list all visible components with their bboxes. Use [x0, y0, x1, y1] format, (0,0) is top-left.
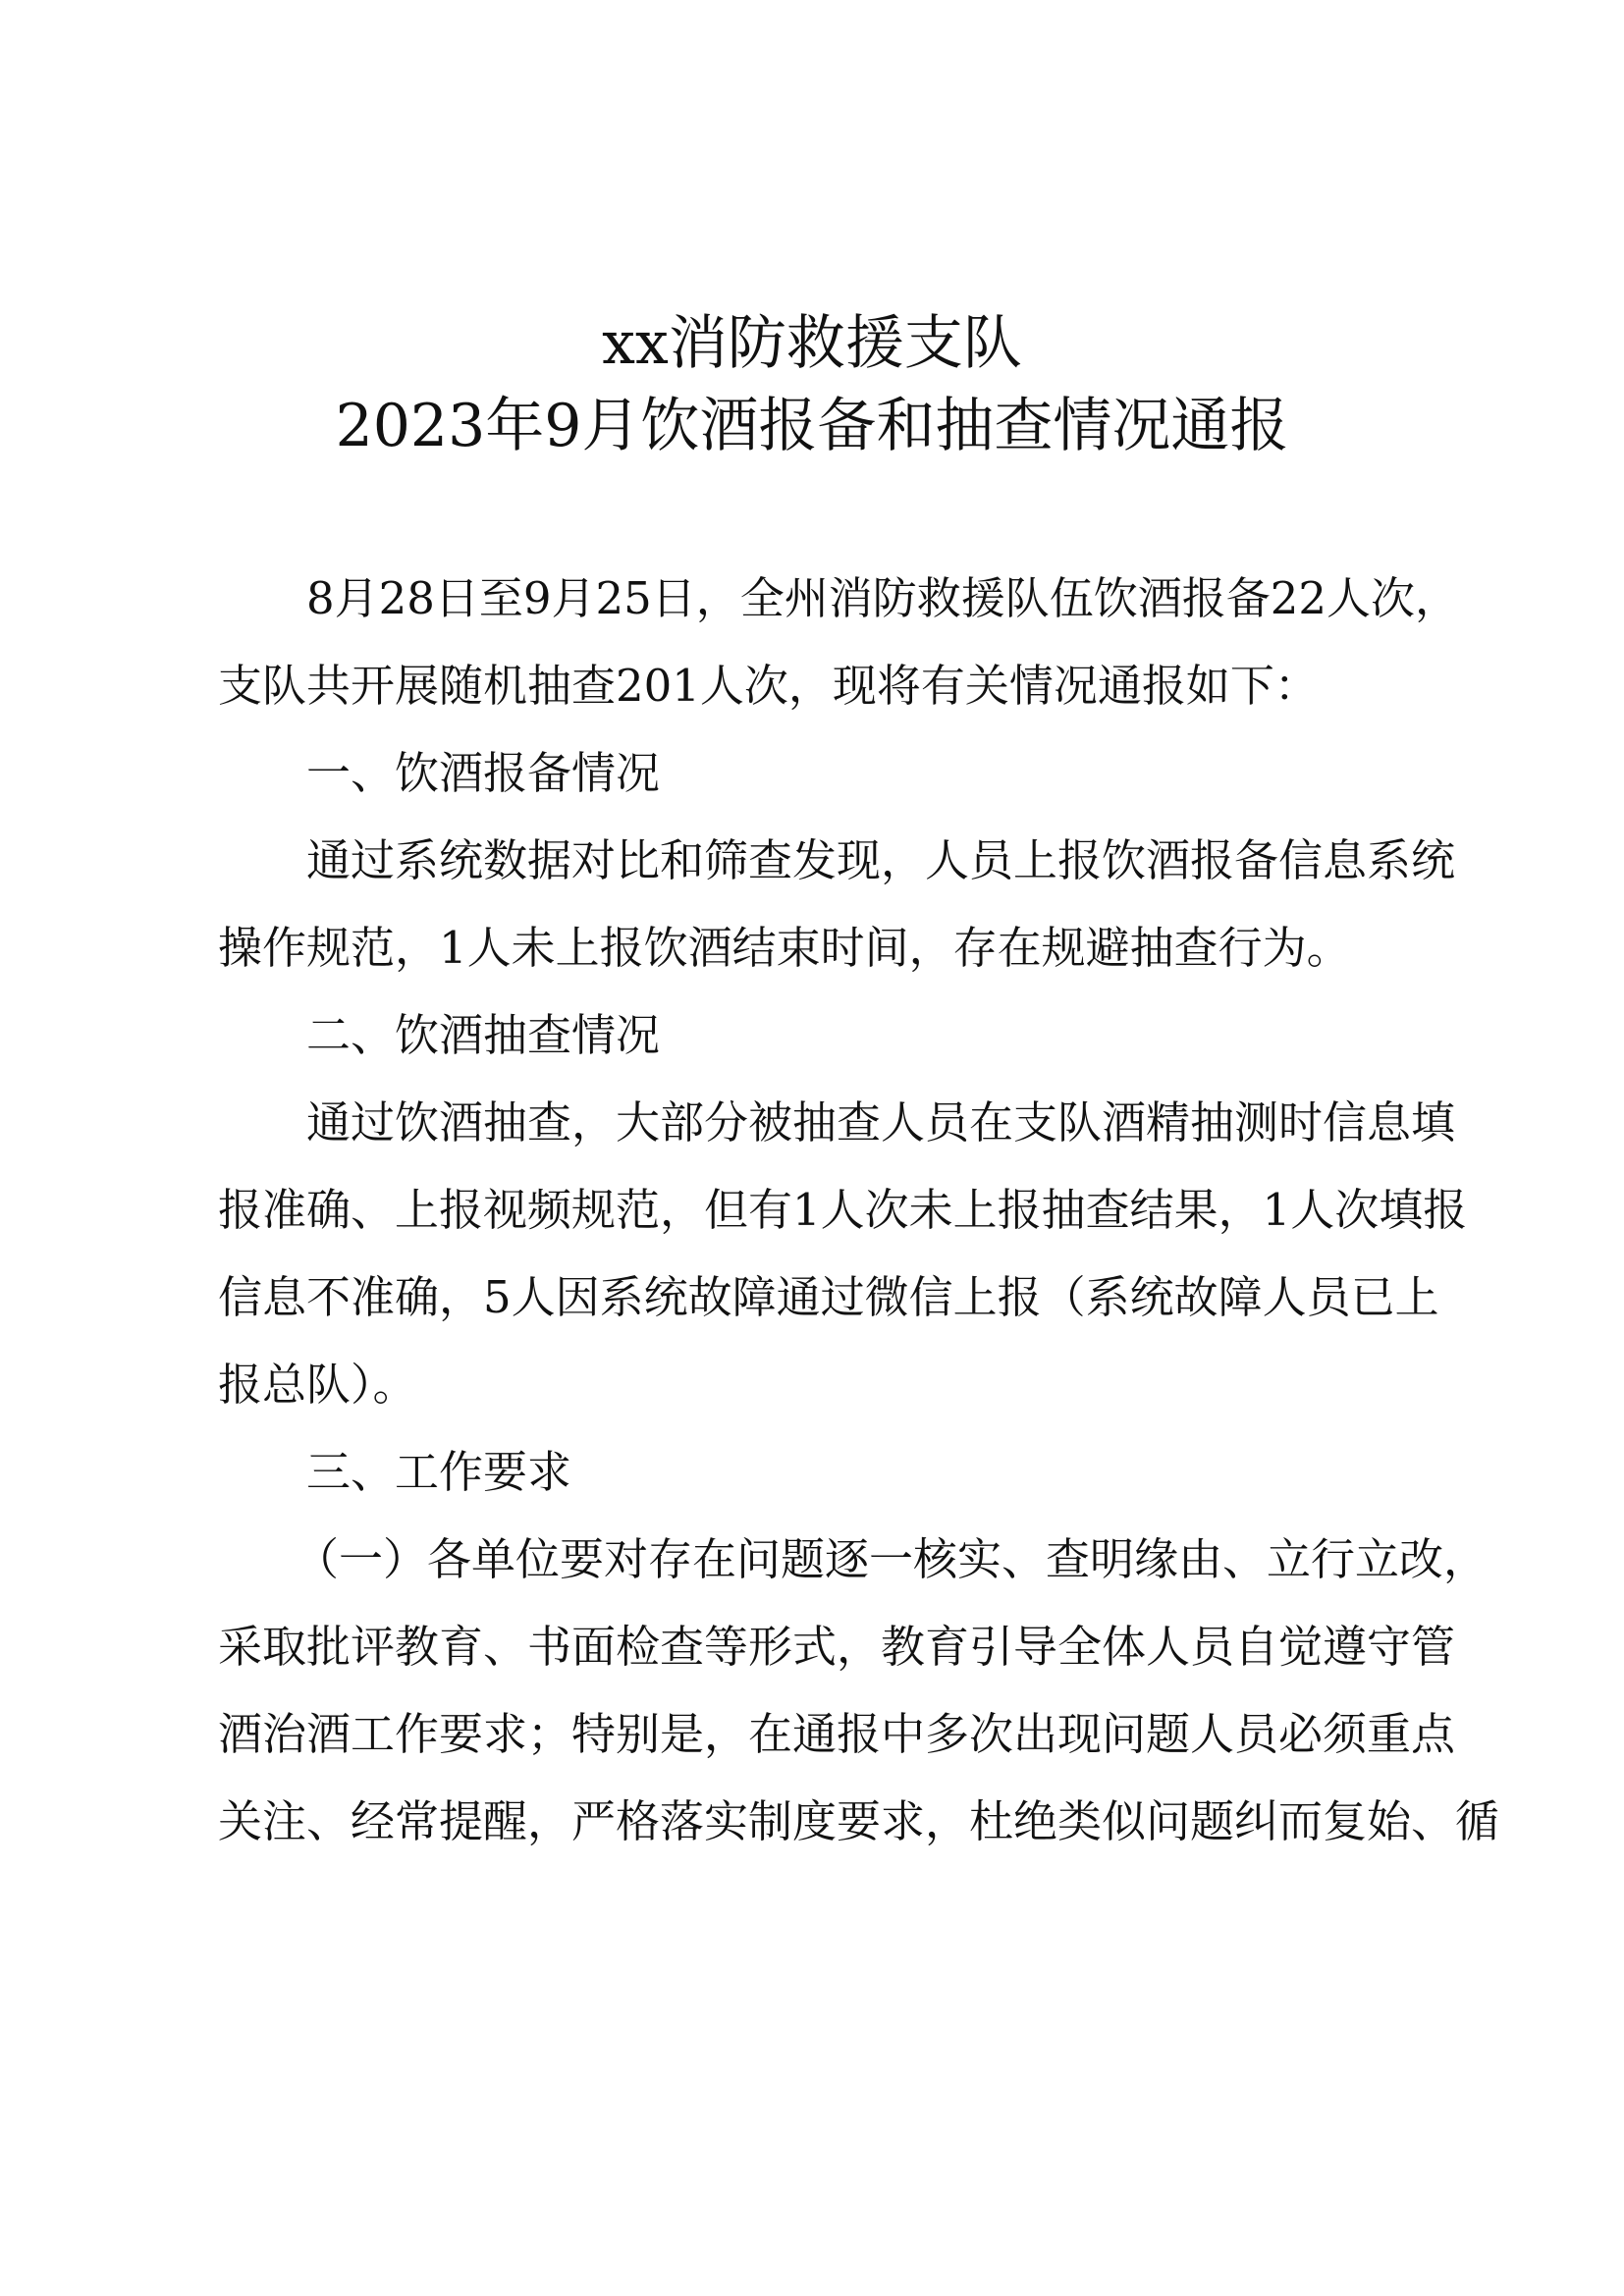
document-title-line-2: 2023年9月饮酒报备和抽查情况通报: [335, 392, 1289, 460]
paragraph-section-2-line-3: 信息不准确，5人因系统故障通过微信上报（系统故障人员已上: [218, 1271, 1439, 1323]
paragraph-section-2-line-2: 报准确、上报视频规范，但有1人次未上报抽查结果，1人次填报: [218, 1184, 1468, 1236]
paragraph-intro-line-1: 8月28日至9月25日，全州消防救援队伍饮酒报备22人次，: [306, 572, 1460, 624]
section-heading-1: 一、饮酒报备情况: [306, 747, 661, 799]
section-heading-3: 三、工作要求: [306, 1446, 572, 1498]
section-heading-2: 二、饮酒抽查情况: [306, 1009, 661, 1061]
paragraph-section-2-line-1: 通过饮酒抽查，大部分被抽查人员在支队酒精抽测时信息填: [306, 1096, 1456, 1148]
requirement-1-line-1: （一）各单位要对存在问题逐一核实、查明缘由、立行立改，: [295, 1533, 1489, 1585]
paragraph-intro-line-2: 支队共开展随机抽查201人次，现将有关情况通报如下：: [218, 660, 1319, 712]
paragraph-section-2-line-4: 报总队）。: [218, 1359, 417, 1411]
paragraph-section-1-line-2: 操作规范，1人未上报饮酒结束时间，存在规避抽查行为。: [218, 922, 1351, 974]
document-title-line-1: xx消防救援支队: [602, 309, 1022, 378]
requirement-1-line-3: 酒治酒工作要求；特别是，在通报中多次出现问题人员必须重点: [218, 1708, 1456, 1760]
requirement-1-line-2: 采取批评教育、书面检查等形式，教育引导全体人员自觉遵守管: [218, 1621, 1456, 1673]
requirement-1-line-4: 关注、经常提醒，严格落实制度要求，杜绝类似问题纠而复始、循: [218, 1795, 1500, 1847]
paragraph-section-1-line-1: 通过系统数据对比和筛查发现，人员上报饮酒报备信息系统: [306, 834, 1456, 886]
